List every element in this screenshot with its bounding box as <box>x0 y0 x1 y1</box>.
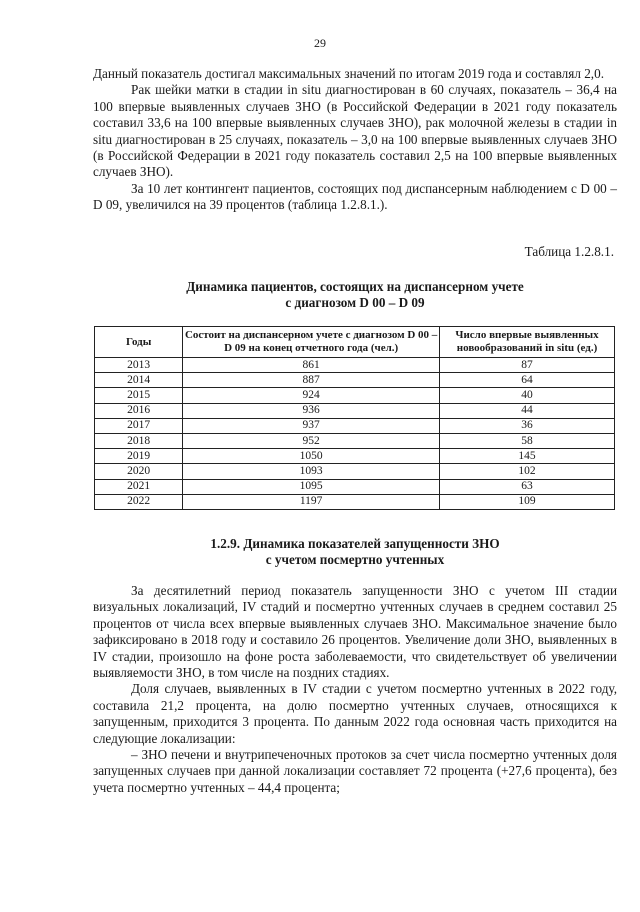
table-row <box>95 373 615 388</box>
year-cell: 2016 <box>95 403 183 418</box>
year-cell: 2022 <box>95 494 183 509</box>
section-title-line: с учетом посмертно учтенных <box>265 552 445 568</box>
paragraph: – ЗНО печени и внутрипеченочных протоков за счет числа посмертно учтенных доля запущенных случаев при данной локализации составляет 72 процента (+27,6 процента), без учета посмертно учтенных – 44,4 процента; <box>93 747 617 795</box>
table-row <box>95 418 615 433</box>
year-cell: 2017 <box>95 418 183 433</box>
paragraph: За 10 лет контингент пациентов, состоящих под диспансерным наблюдением с D 00 – D 09, увеличился на 39 процентов (таблица 1.2.8.1.). <box>93 180 617 213</box>
intro-text <box>93 66 617 214</box>
table-header-cell: Число впервые выявленных новообразований in situ (ед.) <box>440 327 615 358</box>
count-cell: 924 <box>183 388 440 403</box>
year-cell: 2021 <box>95 479 183 494</box>
insitu-cell: 109 <box>440 494 615 509</box>
count-cell: 1095 <box>183 479 440 494</box>
insitu-cell: 64 <box>440 373 615 388</box>
table-header-cell: Состоит на диспансерном учете с диагнозом D 00 – D 09 на конец отчетного года (чел.) <box>183 327 440 358</box>
year-cell: 2014 <box>95 373 183 388</box>
table-header-row <box>95 327 615 358</box>
count-cell: 887 <box>183 373 440 388</box>
count-cell: 952 <box>183 433 440 448</box>
year-cell: 2020 <box>95 464 183 479</box>
table-row <box>95 358 615 373</box>
insitu-cell: 145 <box>440 449 615 464</box>
table-row <box>95 403 615 418</box>
paragraph: Рак шейки матки в стадии in situ диагностирован в 60 случаях, показатель – 36,4 на 100 впервые выявленных случаев ЗНО (в Российской Федерации в 2021 году показатель составил 33,6 на 100 впервые выявленных случаев ЗНО), рак молочной железы в стадии in situ диагностирован в 25 случаях, показатель – 3,0 на 100 впервые выявленных случаев ЗНО (в Российской Федерации в 2021 году показатель составил 2,5 на 100 впервые выявленных случаев ЗНО). <box>93 82 617 180</box>
insitu-cell: 44 <box>440 403 615 418</box>
insitu-cell: 40 <box>440 388 615 403</box>
table-row <box>95 464 615 479</box>
insitu-cell: 87 <box>440 358 615 373</box>
count-cell: 936 <box>183 403 440 418</box>
insitu-cell: 63 <box>440 479 615 494</box>
paragraph: Доля случаев, выявленных в IV стадии с учетом посмертно учтенных в 2022 году, составила 21,2 процента, на долю посмертно учтенных случаев, относящихся к запущенным, приходится 3 процента. По данным 2022 года основная часть приходится на следующие локализации: <box>93 681 617 746</box>
paragraph: Данный показатель достигал максимальных значений по итогам 2019 года и составлял 2,0. <box>93 66 604 81</box>
section-title <box>93 536 617 569</box>
count-cell: 937 <box>183 418 440 433</box>
count-cell: 1197 <box>183 494 440 509</box>
table-title <box>93 279 617 312</box>
table-header-cell: Годы <box>95 327 183 358</box>
count-cell: 1093 <box>183 464 440 479</box>
page-number: 29 <box>314 36 326 50</box>
table-row <box>95 388 615 403</box>
year-cell: 2015 <box>95 388 183 403</box>
table-title-line: Динамика пациентов, состоящих на диспансерном учете <box>186 279 524 294</box>
table-row <box>95 433 615 448</box>
table-row <box>95 479 615 494</box>
table-row <box>95 449 615 464</box>
count-cell: 861 <box>183 358 440 373</box>
insitu-cell: 36 <box>440 418 615 433</box>
table-reference: Таблица 1.2.8.1. <box>524 244 614 259</box>
insitu-cell: 58 <box>440 433 615 448</box>
insitu-cell: 102 <box>440 464 615 479</box>
paragraph: За десятилетний период показатель запущенности ЗНО с учетом III стадии визуальных локализаций, IV стадий и посмертно учтенных случаев в среднем составил 25 процентов от числа всех впервые выявленных случаев ЗНО. Максимальное значение было зафиксировано в 2018 году и составило 26 процентов. Увеличение доли ЗНО, выявленных в IV стадии, произошло на фоне роста заболеваемости, что свидетельствует об увеличении выявляемости ЗНО, в том числе на поздних стадиях. <box>93 583 617 681</box>
dispensary-table <box>94 326 615 510</box>
section-text <box>93 583 617 796</box>
year-cell: 2019 <box>95 449 183 464</box>
table-row <box>95 494 615 509</box>
year-cell: 2018 <box>95 433 183 448</box>
table-title-line: с диагнозом D 00 – D 09 <box>285 295 425 311</box>
section-title-line: 1.2.9. Динамика показателей запущенности ЗНО <box>210 536 500 551</box>
count-cell: 1050 <box>183 449 440 464</box>
year-cell: 2013 <box>95 358 183 373</box>
